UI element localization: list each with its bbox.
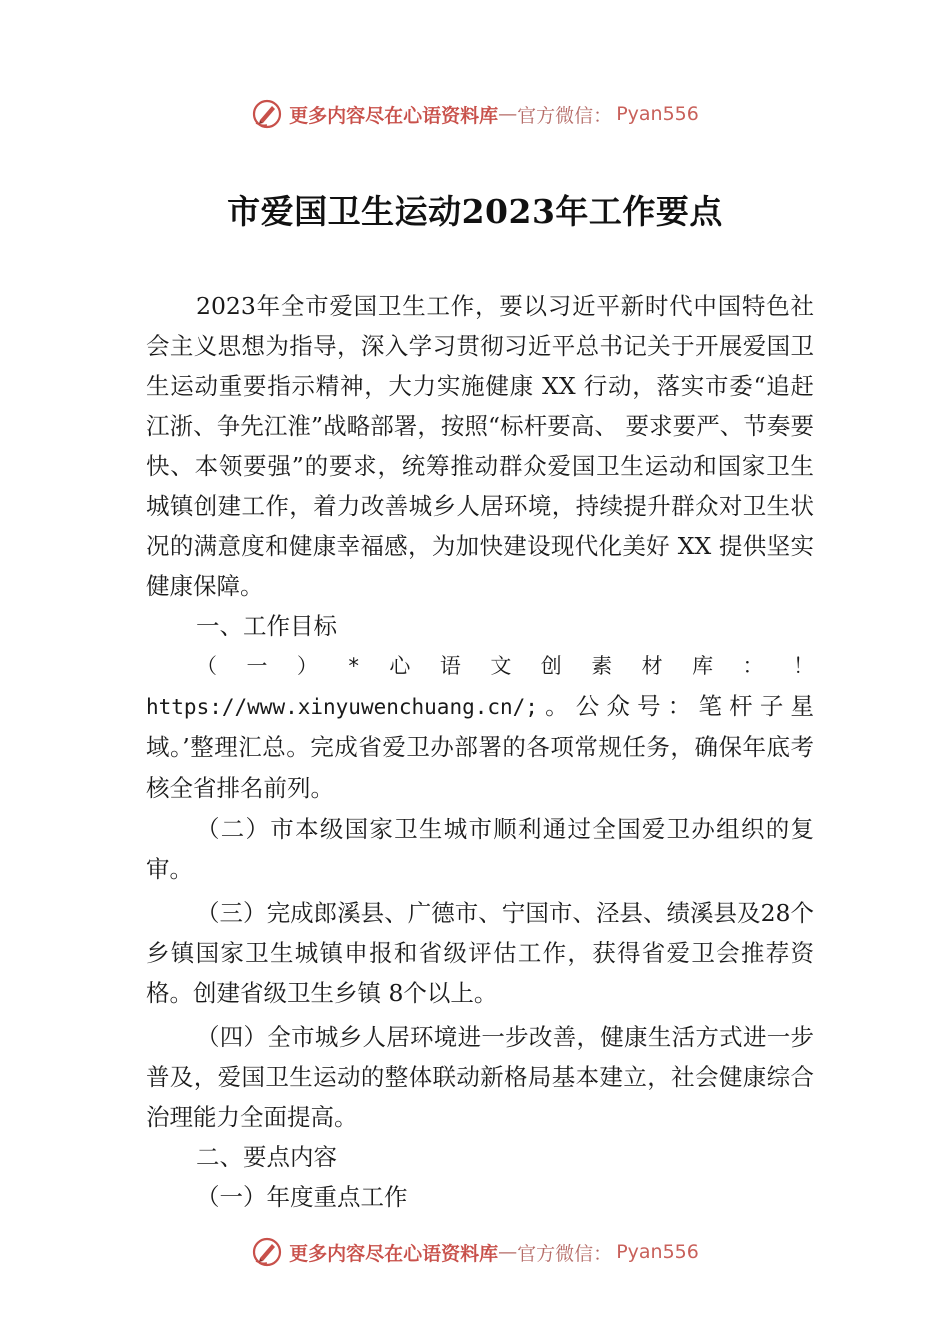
- pen-logo-icon: [251, 1236, 283, 1268]
- section-heading-key-points: 二、要点内容: [196, 1143, 337, 1171]
- goal-1-prefix: （一）*心语文创素材库：！https://: [146, 654, 814, 719]
- pen-logo-icon: [251, 98, 283, 130]
- watermark-banner-top: [0, 94, 950, 134]
- watermark-dash: —: [498, 1241, 518, 1263]
- goal-3-paragraph: （三）完成郎溪县、广德市、宁国市、泾县、绩溪县及28个乡镇国家卫生城镇申报和省级评估工作，获得省爱卫会推荐资格。创建省级卫生乡镇 8个以上。: [146, 899, 814, 1007]
- goal-1-url: www.xinyuwenchuang.cn/;: [247, 695, 538, 719]
- section-heading-goals: 一、工作目标: [196, 612, 337, 640]
- watermark-dash: —: [498, 103, 518, 125]
- watermark-bold-text: 更多内容尽在心语资料库: [289, 1242, 499, 1265]
- watermark-wechat-label: 官方微信：: [517, 1242, 613, 1265]
- goal-1-paragraph: [146, 646, 814, 809]
- document-body: [146, 286, 814, 1217]
- watermark-banner-bottom: [0, 1232, 950, 1272]
- goal-1-text: 。公众号：笔杆子星域。’整理汇总。完成省爱卫办部署的各项常规任务，确保年底考核全省排名前列。: [146, 692, 814, 802]
- subsection-heading-annual-work: （一）年度重点工作: [196, 1183, 408, 1211]
- watermark-account: Pyan556: [616, 1241, 699, 1263]
- watermark-bold-text: 更多内容尽在心语资料库: [289, 104, 499, 127]
- watermark-account: Pyan556: [616, 103, 699, 125]
- intro-paragraph: 2023年全市爱国卫生工作，要以习近平新时代中国特色社会主义思想为指导，深入学习贯彻习近平总书记关于开展爱国卫生运动重要指示精神，大力实施健康 XX 行动，落实市委“追赶江浙、争先江淮”战略部署，按照“标杆要高、 要求要严、节奏要快、本领要强”的要求，统筹推动群众爱国卫生运动和国家卫生城镇创建工作，着力改善城乡人居环境，持续提升群众对卫生状况的满意度和健康幸福感，为加快建设现代化美好 XX 提供坚实健康保障。: [146, 292, 814, 600]
- watermark-wechat-label: 官方微信：: [517, 104, 613, 127]
- goal-4-paragraph: （四）全市城乡人居环境进一步改善，健康生活方式进一步普及，爱国卫生运动的整体联动新格局基本建立，社会健康综合治理能力全面提高。: [146, 1023, 814, 1131]
- goal-2-paragraph: （二）市本级国家卫生城市顺利通过全国爱卫办组织的复审。: [146, 815, 814, 883]
- document-title: 市爱国卫生运动2023年工作要点: [227, 192, 723, 231]
